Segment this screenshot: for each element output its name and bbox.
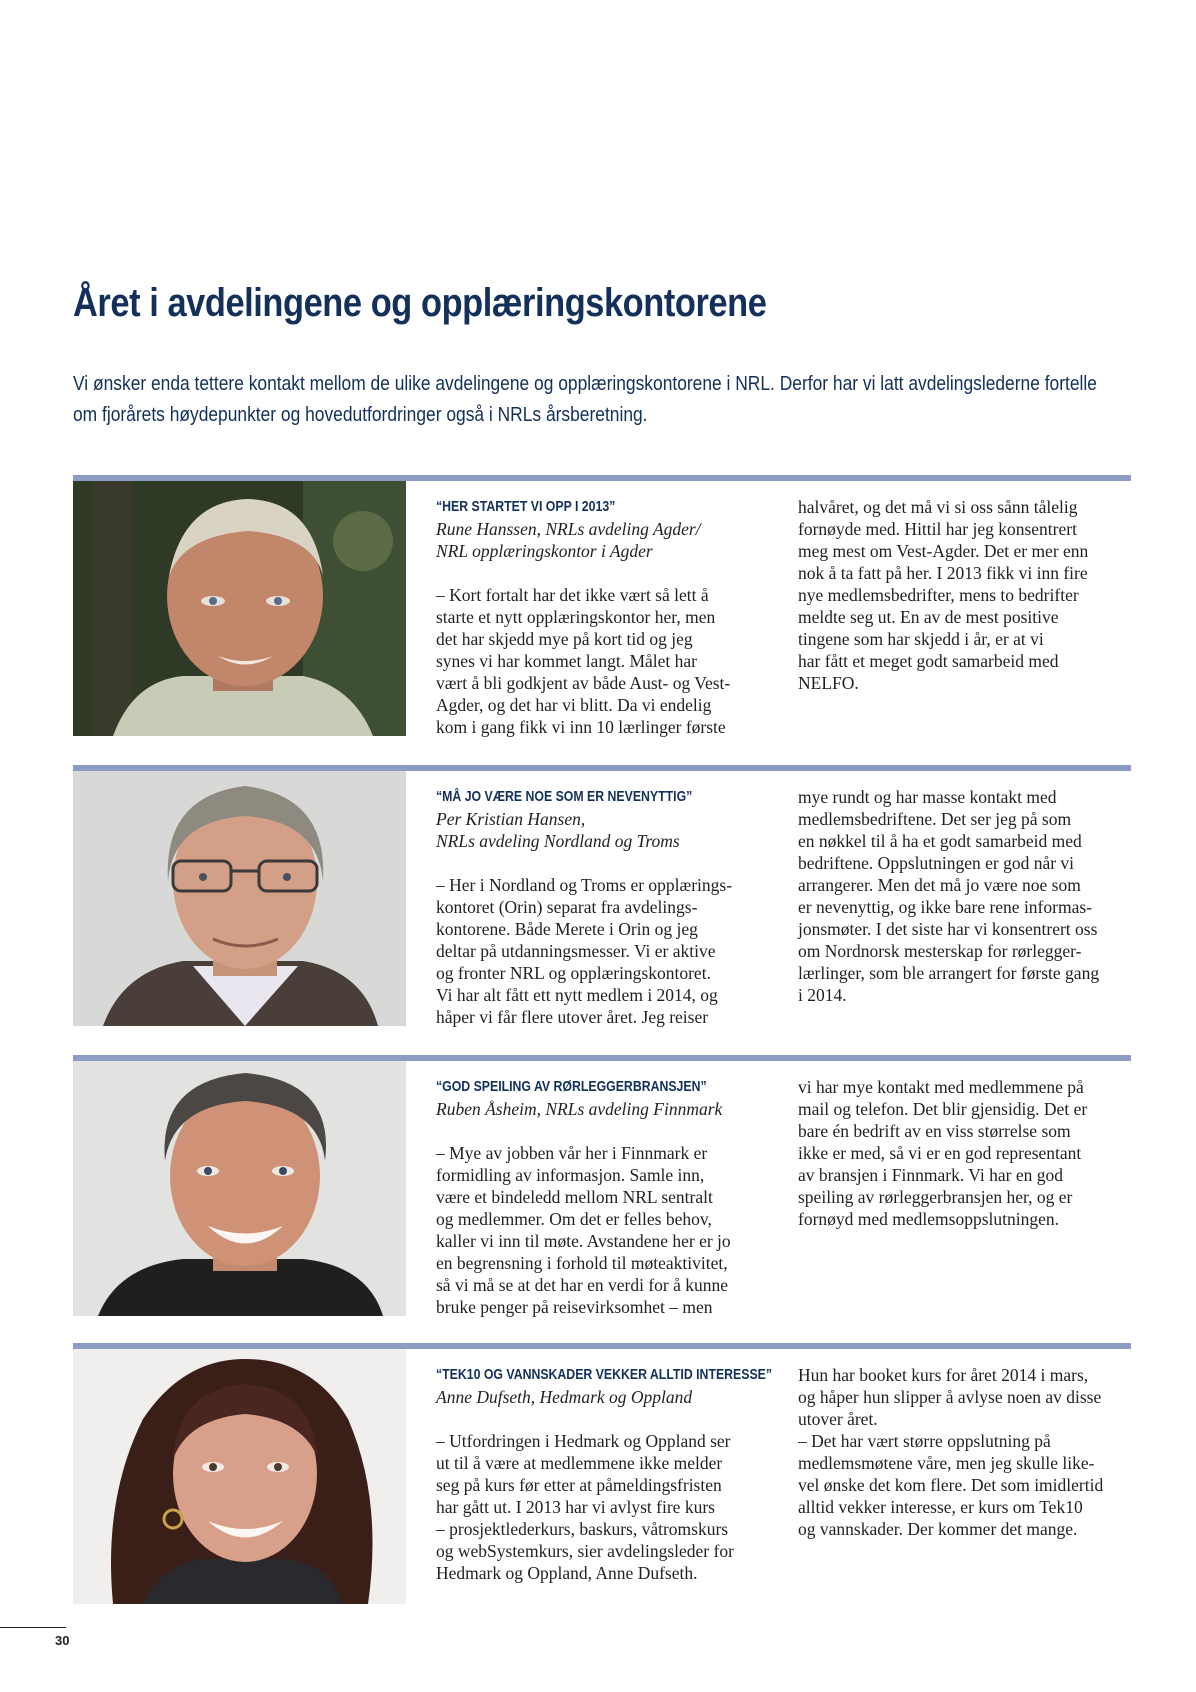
interview-section — [73, 475, 1131, 750]
portrait-photo — [73, 481, 406, 736]
quote-heading: “MÅ JO VÆRE NOE SOM ER NEVENYTTIG” — [436, 788, 693, 805]
page-number: 30 — [55, 1633, 70, 1648]
quote-heading: “HER STARTET VI OPP I 2013” — [436, 498, 616, 515]
byline: Anne Dufseth, Hedmark og Oppland — [436, 1387, 693, 1407]
portrait-photo — [73, 771, 406, 1026]
portrait-photo — [73, 1061, 406, 1316]
interview-section — [73, 765, 1131, 1040]
article-text-continued: Hun har booket kurs for året 2014 i mars, og håper hun slipper å avlyse noen av disse utover året. – Det har vært større oppslutning på medlemsmøtene våre, men jeg skulle like- vel ønske det kom flere. Det som imidlertid alltid vekker interesse, er kurs om Tek10 og vannskader. Der kommer det mange. — [798, 1365, 1104, 1539]
intro-paragraph: Vi ønsker enda tettere kontakt mellom de ulike avdelingene og opplæringskontorene i NRL. Derfor har vi latt avdelingslederne fortelle om fjorårets høydepunkter og hovedutfordringer også i NRLs årsberetning. — [73, 373, 1097, 426]
byline: Rune Hanssen, NRLs avdeling Agder/ NRL opplæringskontor i Agder — [436, 519, 701, 561]
interview-section — [73, 1343, 1131, 1618]
article-text-continued: halvåret, og det må vi si oss sånn tålelig fornøyde med. Hittil har jeg konsentrert meg mest om Vest-Agder. Det er mer enn nok å ta fatt på her. I 2013 fikk vi inn fire nye medlemsbedrifter, mens to bedrifter meldte seg ut. En av de mest positive tingene som har skjedd i år, er at vi har fått et meget godt samarbeid med NELFO. — [798, 497, 1089, 693]
footer-divider — [0, 1627, 66, 1628]
article-text: – Kort fortalt har det ikke vært så lett å starte et nytt opplæringskontor her, men det har skjedd mye på kort tid og jeg synes vi har kommet langt. Målet har vært å bli godkjent av både Aust- og Vest- Agder, og det har vi blitt. Da vi endelig kom i gang fikk vi inn 10 lærlinger første — [436, 585, 731, 737]
interview-section — [73, 1055, 1131, 1330]
article-text: – Her i Nordland og Troms er opplærings- kontoret (Orin) separat fra avdelings- kontorene. Både Merete i Orin og jeg deltar på utdanningsmesser. Vi er aktive og fronter NRL og opplæringskontoret. Vi har alt fått ett nytt medlem i 2014, og håper vi får flere utover året. Jeg reiser — [436, 875, 733, 1027]
quote-heading: “GOD SPEILING AV RØRLEGGERBRANSJEN” — [436, 1078, 707, 1095]
article-text: – Utfordringen i Hedmark og Oppland ser ut til å være at medlemmene ikke melder seg på kurs før etter at påmeldingsfristen har gått ut. I 2013 har vi avlyst fire kurs – prosjektlederkurs, baskurs, våtromskurs og webSystemkurs, sier avdelingsleder for Hedmark og Oppland, Anne Dufseth. — [436, 1431, 734, 1583]
byline: Per Kristian Hansen, NRLs avdeling Nordland og Troms — [436, 809, 680, 851]
article-text-continued: vi har mye kontakt med medlemmene på mail og telefon. Det blir gjensidig. Det er bare én bedrift av en viss størrelse som ikke er med, så vi er en god representant av bransjen i Finnmark. Vi har en god speiling av rørleggerbransjen her, og er fornøyd med medlemsoppslutningen. — [798, 1077, 1088, 1229]
article-text-continued: mye rundt og har masse kontakt med medlemsbedriftene. Det ser jeg på som en nøkkel til å ha et godt samarbeid med bedriftene. Oppslutningen er god når vi arrangerer. Men det må jo være noe som er nevenyttig, og ikke bare rene informas- jonsmøter. I det siste har vi konsentrert oss om Nordnorsk mesterskap for rørlegger- lærlinger, som ble arrangert for første gang i 2014. — [798, 787, 1100, 1005]
quote-heading: “TEK10 OG VANNSKADER VEKKER ALLTID INTERESSE” — [436, 1366, 773, 1383]
page-title: Året i avdelingene og opplæringskontorene — [73, 281, 767, 325]
article-text: – Mye av jobben vår her i Finnmark er formidling av informasjon. Samle inn, være et bindeledd mellom NRL sentralt og medlemmer. Om det er felles behov, kaller vi inn til møte. Avstandene her er jo en begrensning i forhold til møteaktivitet, så vi må se at det har en verdi for å kunne bruke penger på reisevirksomhet – men — [436, 1143, 731, 1317]
byline: Ruben Åsheim, NRLs avdeling Finnmark — [436, 1099, 723, 1119]
portrait-photo — [73, 1349, 406, 1604]
